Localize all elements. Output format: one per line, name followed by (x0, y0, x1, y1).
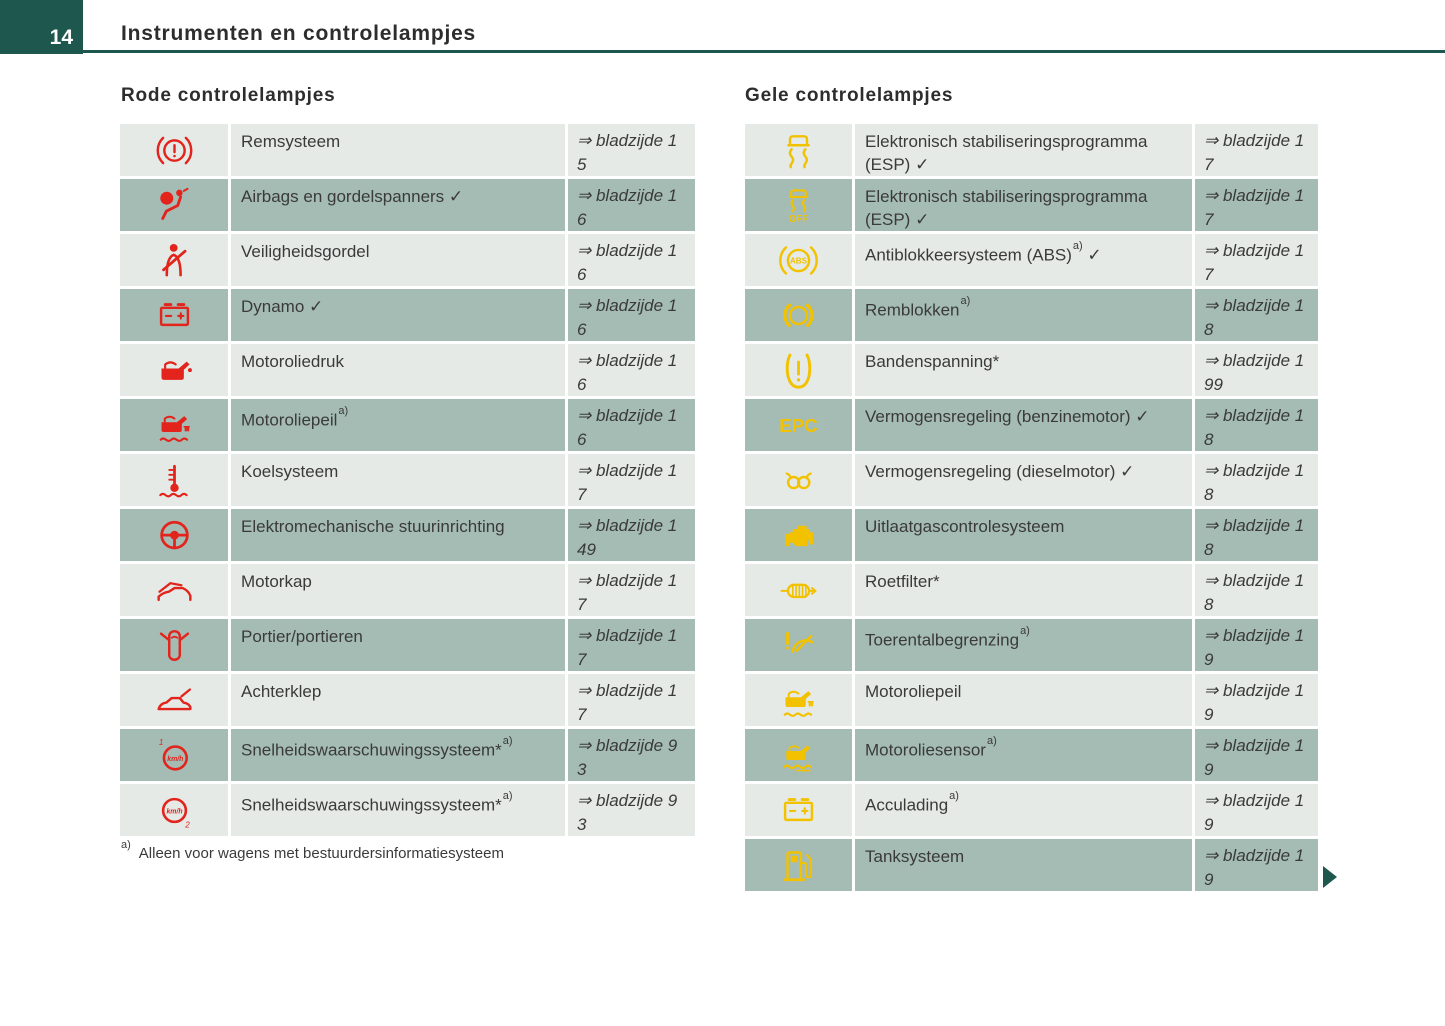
table-row (120, 729, 695, 781)
indicator-label: Elektromechanische stuurinrichting (231, 509, 565, 561)
table-row (120, 124, 695, 176)
section-heading-red: Rode controlelampjes (121, 85, 336, 106)
table-row (120, 179, 695, 231)
oil-level-icon (745, 674, 852, 726)
brake-pads-icon (745, 289, 852, 341)
airbag-icon (120, 179, 228, 231)
indicator-label: Snelheidswaarschuwingssysteem*$^{a)}$ (231, 784, 565, 836)
page-reference: ⇒ bladzijde 1 9 (1195, 674, 1318, 726)
indicator-label: Dynamo ✓ (231, 289, 565, 341)
table-row (745, 289, 1318, 341)
page-reference: ⇒ bladzijde 1 5 (568, 124, 695, 176)
table-row (745, 729, 1318, 781)
table-row (745, 344, 1318, 396)
indicator-label: Airbags en gordelspanners ✓ (231, 179, 565, 231)
indicator-label: Snelheidswaarschuwingssysteem*$^{a)}$ (231, 729, 565, 781)
indicator-label: Vermogensregeling (dieselmotor) ✓ (855, 454, 1192, 506)
indicator-label: Remblokken$^{a)}$ (855, 289, 1192, 341)
oil-pressure-icon (120, 344, 228, 396)
epc-icon (745, 399, 852, 451)
indicator-label: Motoroliepeil$^{a)}$ (231, 399, 565, 451)
red-warning-lights-table (120, 124, 695, 836)
page-reference: ⇒ bladzijde 1 6 (568, 399, 695, 451)
table-row (745, 839, 1318, 891)
indicator-label: Motoroliepeil (855, 674, 1192, 726)
indicator-label: Motoroliedruk (231, 344, 565, 396)
door-icon (120, 619, 228, 671)
page-reference: ⇒ bladzijde 1 6 (568, 179, 695, 231)
table-row (120, 619, 695, 671)
table-row (745, 124, 1318, 176)
page-reference: ⇒ bladzijde 1 99 (1195, 344, 1318, 396)
seatbelt-icon (120, 234, 228, 286)
table-row (120, 234, 695, 286)
indicator-label: Koelsysteem (231, 454, 565, 506)
indicator-label: Uitlaatgascontrolesysteem (855, 509, 1192, 561)
page-reference: ⇒ bladzijde 1 8 (1195, 289, 1318, 341)
table-row (745, 234, 1318, 286)
indicator-label: Vermogensregeling (benzinemotor) ✓ (855, 399, 1192, 451)
bonnet-icon (120, 564, 228, 616)
page-reference: ⇒ bladzijde 1 8 (1195, 399, 1318, 451)
page-reference: ⇒ bladzijde 1 8 (1195, 454, 1318, 506)
svg-text:OFF: OFF (788, 213, 809, 225)
indicator-label: Elektronisch stabiliseringsprogramma (ESP) ✓ (855, 179, 1192, 231)
indicator-label: Achterklep (231, 674, 565, 726)
table-row (745, 399, 1318, 451)
table-row (120, 344, 695, 396)
footnote-text: Alleen voor wagens met bestuurdersinformatiesysteem (138, 845, 504, 862)
indicator-label: Acculading$^{a)}$ (855, 784, 1192, 836)
page-reference: ⇒ bladzijde 1 9 (1195, 839, 1318, 891)
particulate-filter-icon (745, 564, 852, 616)
engine-icon (745, 509, 852, 561)
glow-plug-icon (745, 454, 852, 506)
page-title: Instrumenten en controlelampjes (121, 22, 477, 45)
footnote-marker: a) (121, 839, 131, 851)
page-reference: ⇒ bladzijde 9 3 (568, 729, 695, 781)
abs-icon (745, 234, 852, 286)
svg-text:ABS: ABS (789, 256, 808, 266)
page-number: 14 (49, 26, 73, 49)
svg-text:km/h: km/h (165, 807, 183, 815)
coolant-icon (120, 454, 228, 506)
page-reference: ⇒ bladzijde 1 6 (568, 344, 695, 396)
tyre-pressure-icon (745, 344, 852, 396)
steering-icon (120, 509, 228, 561)
indicator-label: Motorkap (231, 564, 565, 616)
speed-warning-1-icon (120, 729, 228, 781)
rev-limiter-icon (745, 619, 852, 671)
table-row (120, 399, 695, 451)
page-reference: ⇒ bladzijde 1 9 (1195, 619, 1318, 671)
indicator-label: Toerentalbegrenzing$^{a)}$ (855, 619, 1192, 671)
page-reference: ⇒ bladzijde 1 7 (1195, 234, 1318, 286)
battery-icon (120, 289, 228, 341)
table-row (120, 289, 695, 341)
page-reference: ⇒ bladzijde 1 7 (1195, 124, 1318, 176)
table-row (745, 454, 1318, 506)
page-reference: ⇒ bladzijde 1 8 (1195, 564, 1318, 616)
svg-text:2: 2 (184, 820, 190, 830)
table-row (745, 674, 1318, 726)
tailgate-icon (120, 674, 228, 726)
page-reference: ⇒ bladzijde 1 9 (1195, 784, 1318, 836)
indicator-label: Bandenspanning* (855, 344, 1192, 396)
indicator-label: Roetfilter* (855, 564, 1192, 616)
page-reference: ⇒ bladzijde 1 6 (568, 289, 695, 341)
header-rule (83, 50, 1445, 53)
page-reference: ⇒ bladzijde 1 7 (568, 454, 695, 506)
svg-text:km/h: km/h (166, 755, 183, 763)
table-row (120, 564, 695, 616)
fuel-pump-icon (745, 839, 852, 891)
table-row (745, 179, 1318, 231)
page-reference: ⇒ bladzijde 1 9 (1195, 729, 1318, 781)
battery-icon (745, 784, 852, 836)
next-page-arrow-icon (1323, 866, 1337, 888)
brake-system-icon (120, 124, 228, 176)
page-reference: ⇒ bladzijde 1 8 (1195, 509, 1318, 561)
table-row (745, 509, 1318, 561)
oil-sensor-icon (745, 729, 852, 781)
indicator-label: Portier/portieren (231, 619, 565, 671)
footnote (121, 839, 504, 862)
indicator-label: Motoroliesensor$^{a)}$ (855, 729, 1192, 781)
indicator-label: Remsysteem (231, 124, 565, 176)
svg-text:EPC: EPC (779, 414, 818, 436)
page-reference: ⇒ bladzijde 1 7 (568, 674, 695, 726)
table-row (745, 564, 1318, 616)
indicator-label: Veiligheidsgordel (231, 234, 565, 286)
indicator-label: Elektronisch stabiliseringsprogramma (ESP) ✓ (855, 124, 1192, 176)
table-row (120, 509, 695, 561)
page-number-box (0, 0, 83, 54)
esp-icon (745, 124, 852, 176)
page-reference: ⇒ bladzijde 9 3 (568, 784, 695, 836)
page-reference: ⇒ bladzijde 1 7 (1195, 179, 1318, 231)
table-row (745, 619, 1318, 671)
oil-level-icon (120, 399, 228, 451)
table-row (745, 784, 1318, 836)
svg-text:1: 1 (158, 737, 163, 747)
page-reference: ⇒ bladzijde 1 49 (568, 509, 695, 561)
table-row (120, 454, 695, 506)
esp-off-icon (745, 179, 852, 231)
yellow-warning-lights-table (745, 124, 1318, 891)
page-reference: ⇒ bladzijde 1 6 (568, 234, 695, 286)
table-row (120, 674, 695, 726)
page-reference: ⇒ bladzijde 1 7 (568, 564, 695, 616)
speed-warning-2-icon (120, 784, 228, 836)
indicator-label: Tanksysteem (855, 839, 1192, 891)
table-row (120, 784, 695, 836)
page-reference: ⇒ bladzijde 1 7 (568, 619, 695, 671)
indicator-label: Antiblokkeersysteem (ABS)$^{a)}$ ✓ (855, 234, 1192, 286)
section-heading-yellow: Gele controlelampjes (745, 85, 954, 106)
